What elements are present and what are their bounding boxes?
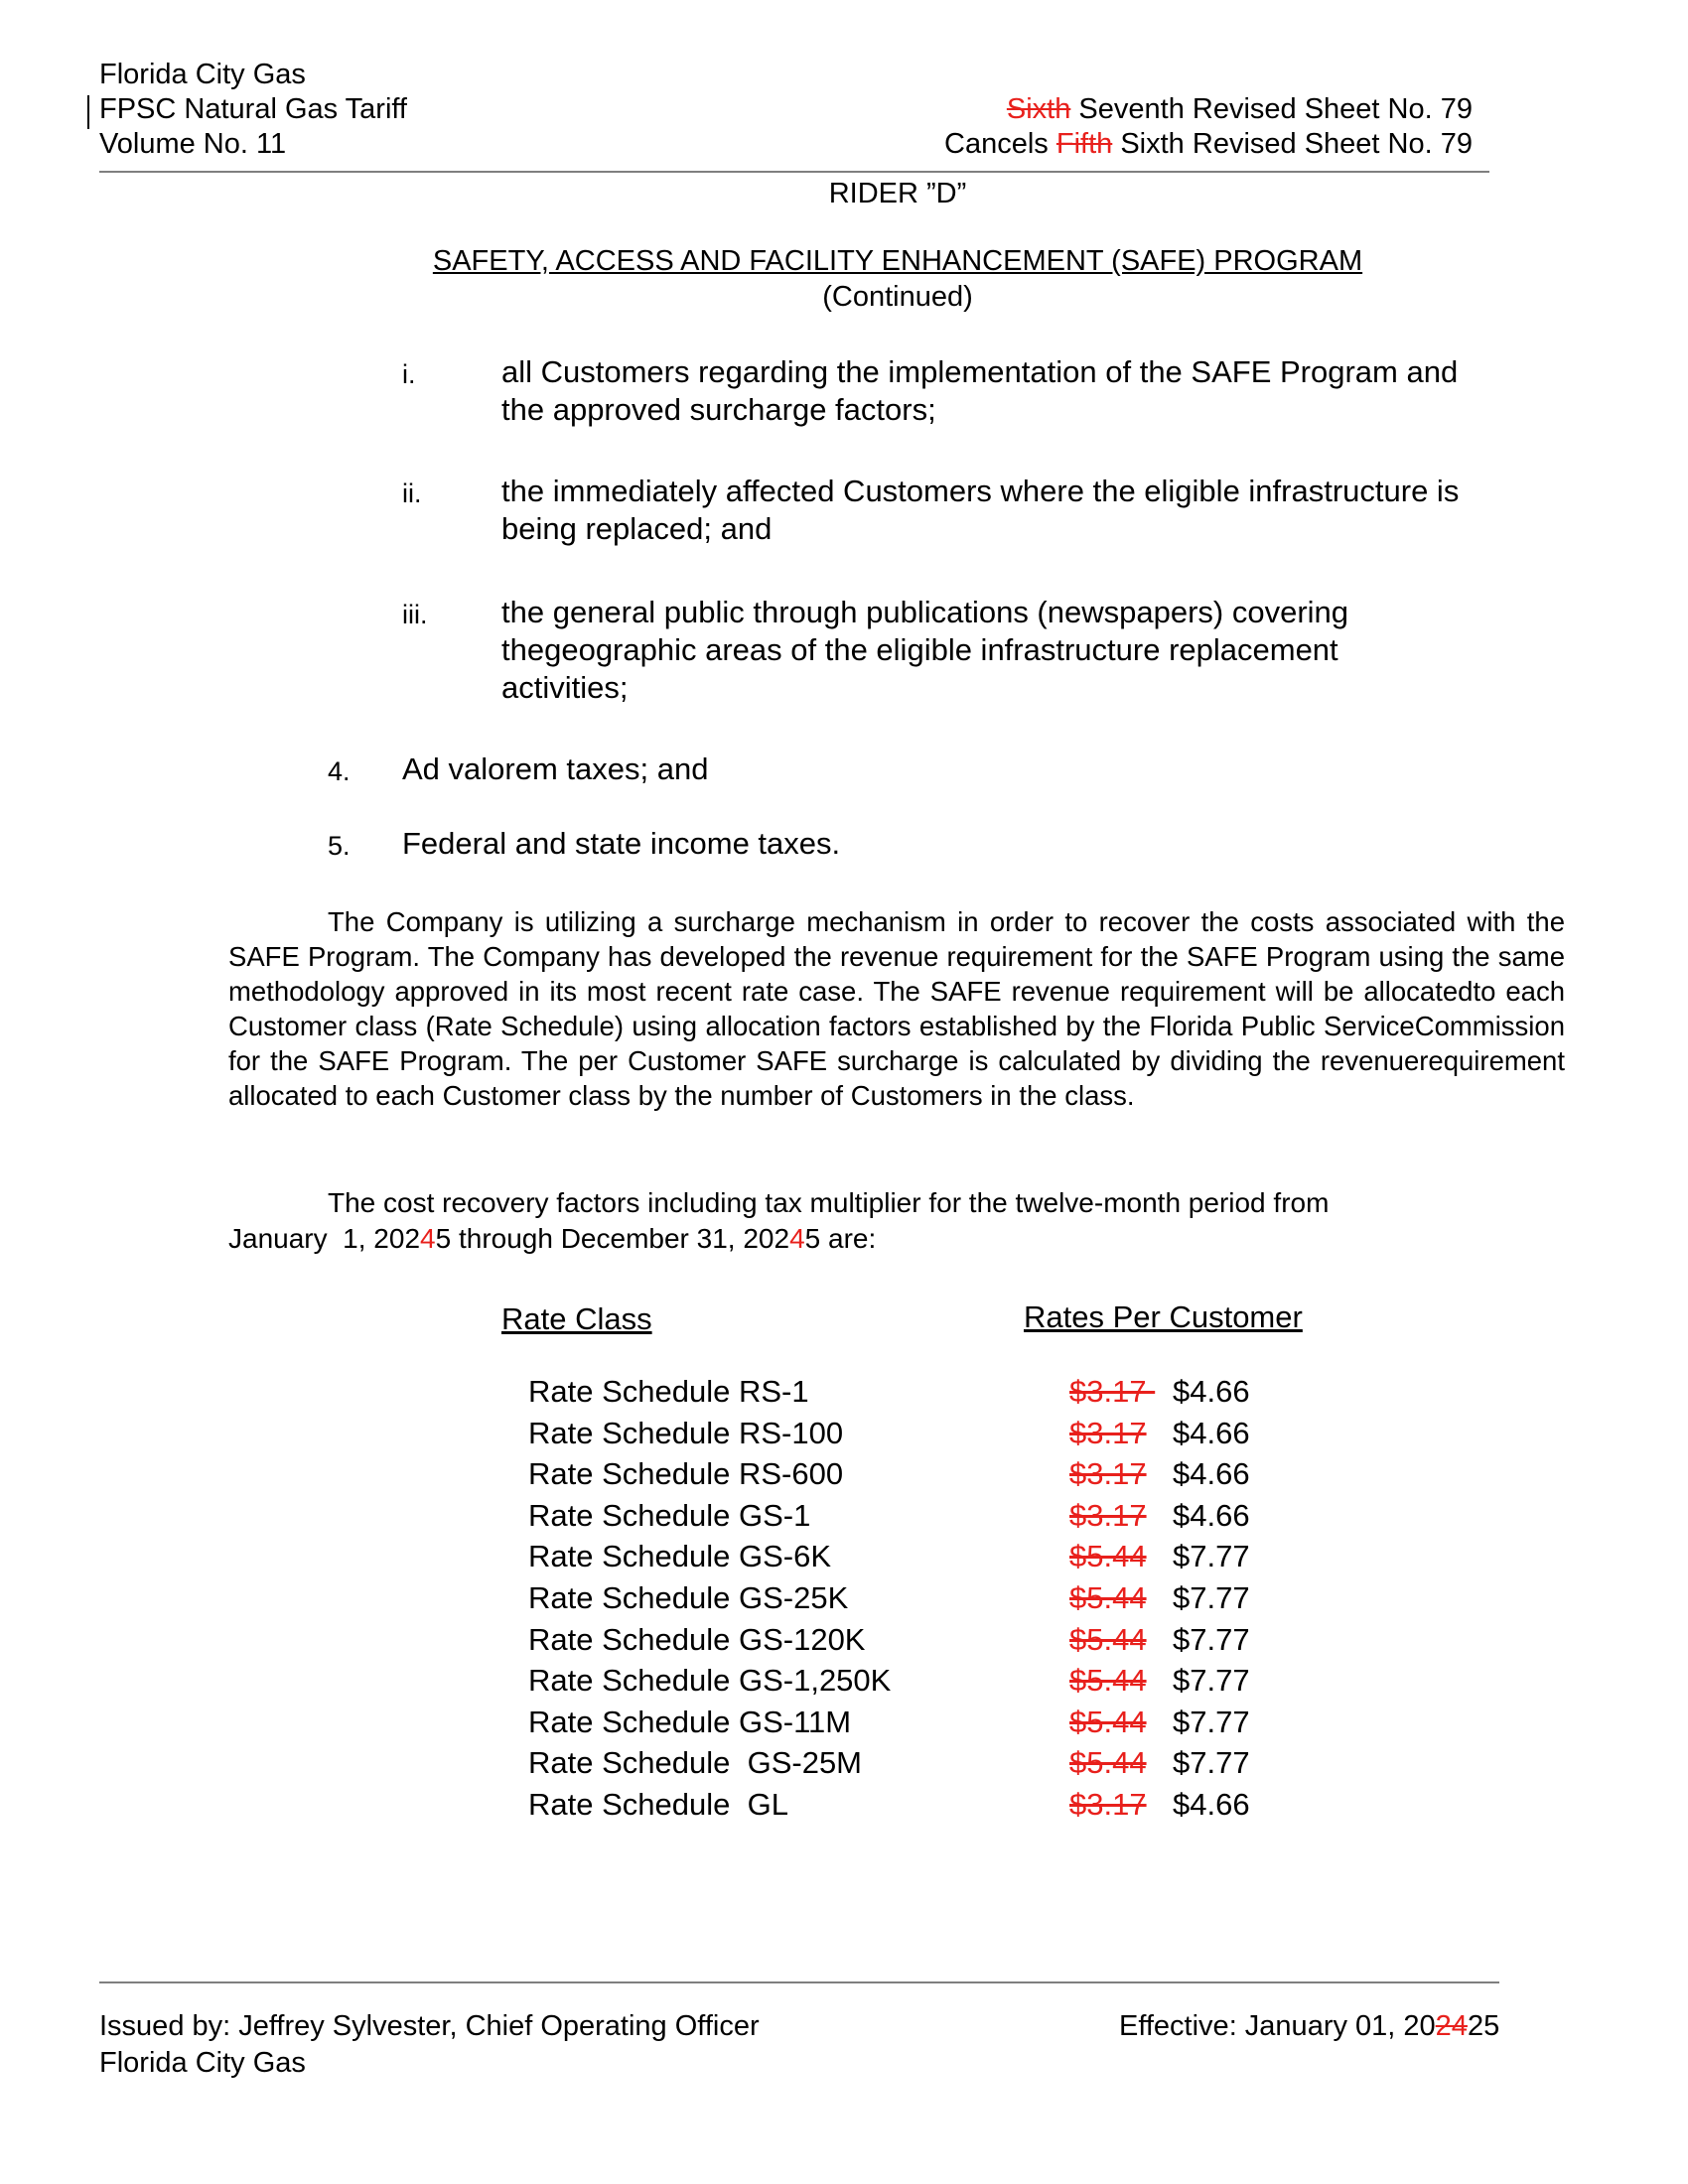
effective-prefix: Effective: January 01, 20 <box>1119 2010 1436 2042</box>
program-title: SAFETY, ACCESS AND FACILITY ENHANCEMENT (SAFE) PROGRAM <box>432 245 1363 277</box>
old-rate-cell: $5.44 <box>1069 1539 1147 1574</box>
rider-title: RIDER ”D” <box>828 178 967 209</box>
new-rate-column <box>1173 1371 1250 1826</box>
rates-per-customer-header: Rates Per Customer <box>1024 1299 1303 1334</box>
rate-class-cell: Rate Schedule GL <box>528 1786 788 1822</box>
old-rate-cell: $3.17 <box>1069 1786 1147 1822</box>
revision-bar <box>87 95 89 129</box>
effective-new-year: 25 <box>1467 2010 1500 2042</box>
new-rate-cell: $7.77 <box>1173 1621 1250 1657</box>
footer-company: Florida City Gas <box>99 2047 306 2079</box>
effective-old-year: 24 <box>1435 2010 1468 2042</box>
footer-rule <box>99 1981 1499 1983</box>
old-year-digit: 4 <box>789 1223 805 1254</box>
cancels-old-revision: Fifth <box>1055 128 1113 160</box>
header-company: Florida City Gas <box>99 59 306 90</box>
footer-issued-by: Issued by: Jeffrey Sylvester, Chief Operating Officer <box>99 2010 760 2042</box>
cancels-new-revision: Sixth Revised Sheet No. 79 <box>1120 128 1473 160</box>
sublist-number: i. <box>402 359 416 389</box>
list-item: Ad valorem taxes; and <box>402 751 709 786</box>
footer-effective-date <box>1119 2009 1499 2044</box>
rate-class-cell: Rate Schedule GS-120K <box>528 1621 866 1657</box>
old-rate-cell: $3.17 <box>1069 1374 1156 1409</box>
old-rate-cell: $5.44 <box>1069 1745 1147 1781</box>
list-number: 4. <box>328 756 351 786</box>
sublist-item: all Customers regarding the implementation of the SAFE Program and the approved surcharge factors; <box>501 354 1459 427</box>
new-rate-cell: $7.77 <box>1173 1704 1250 1739</box>
old-rate-cell: $3.17 <box>1069 1415 1147 1450</box>
rate-class-cell: Rate Schedule RS-600 <box>528 1456 844 1492</box>
rate-class-cell: Rate Schedule RS-100 <box>528 1415 844 1450</box>
header-sheet-number <box>1007 92 1473 127</box>
new-rate-cell: $4.66 <box>1173 1456 1250 1492</box>
old-rate-cell: $5.44 <box>1069 1579 1147 1615</box>
recovery-factors-line-2 <box>228 1221 1329 1257</box>
header-cancels <box>944 127 1473 162</box>
new-rate-cell: $4.66 <box>1173 1786 1250 1822</box>
old-rate-cell: $3.17 <box>1069 1497 1147 1533</box>
rate-class-column <box>528 1371 891 1826</box>
sublist-item: the general public through publications (newspapers) covering thegeographic areas of the eligible infrastructure replacement activities; <box>501 595 1349 705</box>
new-rate-cell: $4.66 <box>1173 1374 1250 1409</box>
rate-class-cell: Rate Schedule GS-6K <box>528 1539 832 1574</box>
rate-class-header: Rate Class <box>501 1301 652 1336</box>
new-rate-cell: $7.77 <box>1173 1663 1250 1699</box>
rate-class-cell: Rate Schedule GS-1 <box>528 1497 811 1533</box>
cancels-label: Cancels <box>944 128 1049 160</box>
sublist-number: ii. <box>402 478 422 508</box>
new-rate-cell: $4.66 <box>1173 1497 1250 1533</box>
old-rate-cell: $3.17 <box>1069 1456 1147 1492</box>
list-item: Federal and state income taxes. <box>402 826 841 861</box>
new-rate-cell: $7.77 <box>1173 1745 1250 1781</box>
period-end-text: 5 through December 31, 202 <box>435 1223 790 1254</box>
period-start-text: January 1, 202 <box>228 1223 421 1254</box>
recovery-factors-line-1 <box>228 1185 1329 1221</box>
continued-label: (Continued) <box>822 281 973 313</box>
paragraph-text: The Company is utilizing a surcharge mechanism in order to recover the costs associated with the SAFE Program. The Company has developed the revenue requirement for the SAFE Program using the same methodology approved in its most recent rate case. The SAFE revenue requirement will be allocatedto each Customer class (Rate Schedule) using allocation factors established by the Florida Public ServiceCommission for the SAFE Program. The per Customer SAFE surcharge is calculated by dividing the revenuerequirement allocated to each Customer class by the number of Customers in the class. <box>228 906 1565 1111</box>
sheet-old-revision: Sixth <box>1006 93 1071 125</box>
old-rate-column <box>1069 1371 1155 1826</box>
old-rate-cell: $5.44 <box>1069 1663 1147 1699</box>
period-suffix-text: 5 are: <box>804 1223 877 1254</box>
new-rate-cell: $4.66 <box>1173 1415 1250 1450</box>
list-number: 5. <box>328 831 351 861</box>
rate-class-cell: Rate Schedule RS-1 <box>528 1374 809 1409</box>
paragraph2-line1-text: The cost recovery factors including tax multiplier for the twelve-month period from <box>328 1187 1330 1218</box>
sublist-item: the immediately affected Customers where the eligible infrastructure is being replaced; and <box>501 474 1460 546</box>
new-rate-cell: $7.77 <box>1173 1579 1250 1615</box>
old-rate-cell: $5.44 <box>1069 1704 1147 1739</box>
recovery-factors-paragraph <box>228 1185 1329 1257</box>
header-rule <box>99 171 1489 173</box>
sheet-new-revision: Seventh Revised Sheet No. 79 <box>1078 93 1473 125</box>
rate-class-cell: Rate Schedule GS-25K <box>528 1579 849 1615</box>
rate-class-cell: Rate Schedule GS-11M <box>528 1704 852 1739</box>
header-tariff: FPSC Natural Gas Tariff <box>99 93 407 125</box>
sublist-number: iii. <box>402 600 428 629</box>
rate-class-cell: Rate Schedule GS-1,250K <box>528 1663 892 1699</box>
header-volume: Volume No. 11 <box>99 128 287 160</box>
surcharge-mechanism-paragraph <box>228 904 1565 1113</box>
new-rate-cell: $7.77 <box>1173 1539 1250 1574</box>
rate-class-cell: Rate Schedule GS-25M <box>528 1745 863 1781</box>
old-rate-cell: $5.44 <box>1069 1621 1147 1657</box>
old-year-digit: 4 <box>420 1223 436 1254</box>
